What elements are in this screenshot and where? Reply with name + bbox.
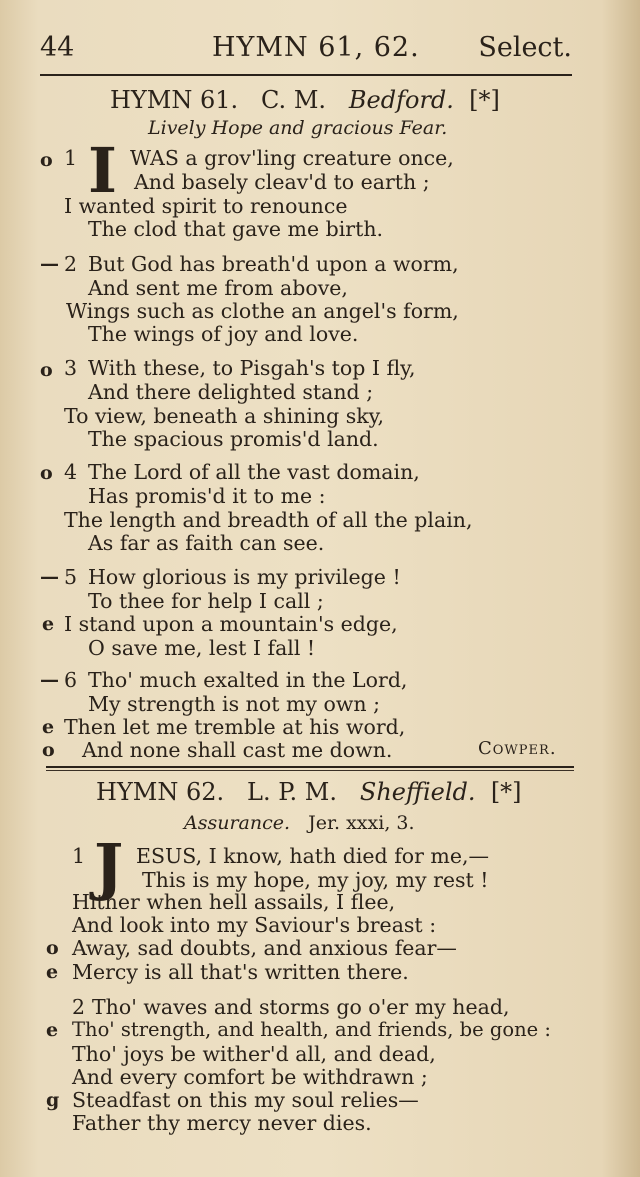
drop-cap: J: [94, 830, 124, 903]
running-header: [40, 32, 572, 72]
hymn-62-subtitle: Assurance. Jer. xxxi, 3.: [184, 812, 415, 834]
header-rule: [40, 74, 572, 76]
hymn-61-subtitle: Lively Hope and gracious Fear.: [148, 117, 448, 139]
drop-cap: I: [88, 134, 118, 207]
page-number: 44: [40, 32, 75, 63]
hymn-61-author: Cowper.: [478, 738, 557, 759]
hymn-62-title: HYMN 62. L. P. M. Sheffield. [*]: [96, 778, 522, 806]
hymn-61-title: HYMN 61. C. M. Bedford. [*]: [110, 86, 500, 114]
header-section: Select.: [478, 32, 572, 63]
hymn-divider: [46, 766, 574, 768]
header-title: HYMN 61, 62.: [212, 32, 420, 63]
hymn-divider-thin: [46, 770, 574, 771]
book-page: 44 HYMN 61, 62. Select. HYMN 61. C. M. Bedford. [*] Lively Hope and gracious Fear. o 1 I WAS a grov'ling creature once, And basely cleav'd to earth ; I wanted spirit to renounce The clod that gave me birth. — 2 But God has breath'd upon a worm, And sent me from above, Wings such as clothe an angel's form, The wings of joy and love. o 3 With these, to Pisgah's top I fly, And there delighted stand ; To view, beneath a shining sky, The spacious promis'd land. o 4 The Lord of all the vast domain, Has promis'd it to me : The length and breadth of all the plain, As far as faith can see. — 5 How glorious is my privilege ! To thee for help I call ; e I stand upon a mountain's edge, O save me, lest I fall ! — 6 Tho' much exalted in the Lord, My strength is not my own ; e Then let me tremble at his word, o And none shall cast me down. Cowper. HYMN 62. L. P. M. Sheffield. [*] Assurance. Jer. xxxi, 3. 1 J ESUS, I know, hath died for me,— This is my hope, my joy, my rest ! Hither when hell assails, I flee, And look into my Saviour's breast : o Away, sad doubts, and anxious fear— e Mercy is all that's written there. 2 Tho' waves and storms go o'er my head, e Tho' strength, and health, and friends, be gone : Tho' joys be wither'd all, and dead, And every comfort be withdrawn ; g Steadfast on this my soul relies— Father thy mercy never dies.: [0, 0, 640, 1177]
